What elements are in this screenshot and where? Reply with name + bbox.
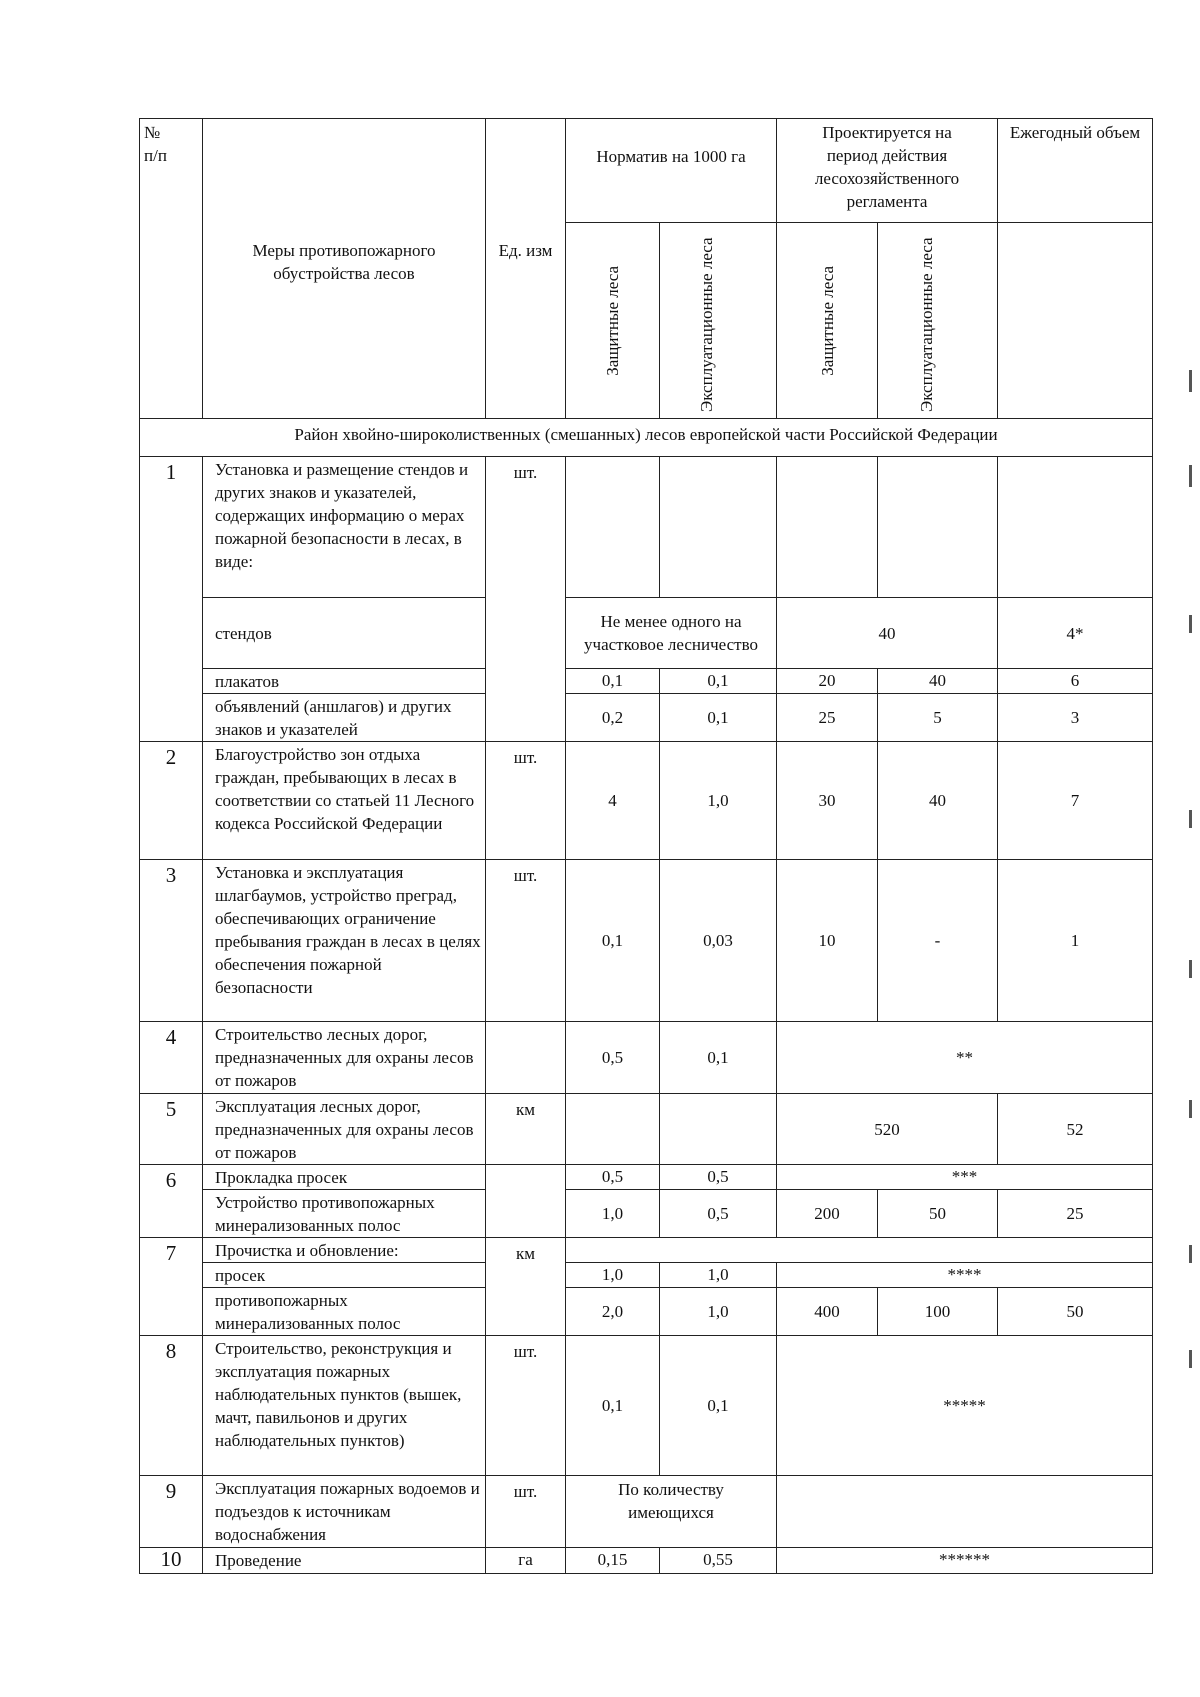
row-10-number: 10: [140, 1548, 203, 1574]
row-2-pp: 30: [777, 742, 878, 860]
region-title: Район хвойно-широколиственных (смешанных) лесов европейской части Российской Федерации: [140, 419, 1153, 457]
row-9-title: Эксплуатация пожарных водоемов и подъездов к источникам водоснабжения: [203, 1476, 486, 1548]
row-8-title: Строительство, реконструкция и эксплуатация пожарных наблюдательных пунктов (вышек, мачт, павильонов и других наблюдательных пунктов): [203, 1336, 486, 1476]
row-10-p: 0,15: [566, 1548, 660, 1574]
header-no: № п/п: [140, 119, 203, 419]
row-7-number: 7: [140, 1238, 203, 1336]
row-7-strips-pp: 400: [777, 1288, 878, 1336]
row-5-annual: 52: [998, 1094, 1153, 1165]
row-4-unit: [486, 1022, 566, 1094]
scan-artifact: [1189, 1350, 1192, 1368]
row-1-signs-pp: 25: [777, 694, 878, 742]
scan-artifact: [1189, 1245, 1192, 1263]
row-7-title: Прочистка и обновление:: [203, 1238, 486, 1263]
row-2-p: 4: [566, 742, 660, 860]
header-norm-exploitation: Эксплуатационные леса: [660, 223, 777, 419]
row-1-posters-e: 0,1: [660, 669, 777, 694]
row-4-e: 0,1: [660, 1022, 777, 1094]
row-8-p: 0,1: [566, 1336, 660, 1476]
row-1-stands-label: стендов: [203, 598, 486, 669]
scan-artifact: [1189, 615, 1192, 633]
header-unit: Ед. изм: [486, 119, 566, 419]
row-1-stands-norm: Не менее одного на участковое лесничество: [566, 598, 777, 669]
row-3-title: Установка и эксплуатация шлагбаумов, устройство преград, обеспечивающих ограничение пребывания граждан в лесах в целях обеспечения пожарной безопасности: [203, 860, 486, 1022]
row-7-strips-annual: 50: [998, 1288, 1153, 1336]
forest-fire-measures-table-page: [139, 118, 1152, 1574]
row-4-note: **: [777, 1022, 1153, 1094]
cell-empty: [660, 457, 777, 598]
header-proj-exploitation: Эксплуатационные леса: [878, 223, 998, 419]
row-1-signs-e: 0,1: [660, 694, 777, 742]
row-10-title: Проведение: [203, 1548, 486, 1574]
row-7-clearings-e: 1,0: [660, 1263, 777, 1288]
row-1-signs-pe: 5: [878, 694, 998, 742]
row-4-p: 0,5: [566, 1022, 660, 1094]
header-norm-protective: Защитные леса: [566, 223, 660, 419]
row-2-e: 1,0: [660, 742, 777, 860]
row-7-strips-label: противопожарных минерализованных полос: [203, 1288, 486, 1336]
row-2-number: 2: [140, 742, 203, 860]
row-6-strips-pe: 50: [878, 1190, 998, 1238]
row-5-number: 5: [140, 1094, 203, 1165]
cell-empty: [998, 457, 1153, 598]
row-7-strips-p: 2,0: [566, 1288, 660, 1336]
row-3-unit: шт.: [486, 860, 566, 1022]
cell-empty: [566, 1094, 660, 1165]
row-3-annual: 1: [998, 860, 1153, 1022]
row-6-strips-annual: 25: [998, 1190, 1153, 1238]
header-proj-protective: Защитные леса: [777, 223, 878, 419]
row-10-e: 0,55: [660, 1548, 777, 1574]
cell-empty: [566, 1238, 1153, 1263]
row-3-number: 3: [140, 860, 203, 1022]
row-1-number: 1: [140, 457, 203, 742]
row-1-unit: шт.: [486, 457, 566, 742]
scan-artifact: [1189, 370, 1192, 392]
row-6-strips-label: Устройство противопожарных минерализованных полос: [203, 1190, 486, 1238]
fire-measures-table: [139, 118, 1153, 1574]
row-1-posters-annual: 6: [998, 669, 1153, 694]
header-annual-empty: [998, 223, 1153, 419]
row-1-signs-p: 0,2: [566, 694, 660, 742]
row-6-number: 6: [140, 1165, 203, 1238]
row-6-clearings-e: 0,5: [660, 1165, 777, 1190]
row-6-clearings-p: 0,5: [566, 1165, 660, 1190]
row-5-unit: км: [486, 1094, 566, 1165]
scan-artifact: [1189, 810, 1192, 828]
row-3-pe: -: [878, 860, 998, 1022]
row-1-posters-pe: 40: [878, 669, 998, 694]
header-measure: Меры противопожарного обустройства лесов: [203, 119, 486, 419]
row-8-number: 8: [140, 1336, 203, 1476]
scan-artifact: [1189, 1100, 1192, 1118]
row-7-unit: км: [486, 1238, 566, 1336]
scan-artifact: [1189, 960, 1192, 978]
row-1-stands-projected: 40: [777, 598, 998, 669]
row-2-pe: 40: [878, 742, 998, 860]
header-projected: Проектируется на период действия лесохозяйственного регламента: [777, 119, 998, 223]
cell-empty: [486, 1165, 566, 1238]
row-6-strips-pp: 200: [777, 1190, 878, 1238]
row-3-e: 0,03: [660, 860, 777, 1022]
row-5-title: Эксплуатация лесных дорог, предназначенных для охраны лесов от пожаров: [203, 1094, 486, 1165]
row-5-projected: 520: [777, 1094, 998, 1165]
row-1-posters-label: плакатов: [203, 669, 486, 694]
cell-empty: [660, 1094, 777, 1165]
row-9-number: 9: [140, 1476, 203, 1548]
row-2-title: Благоустройство зон отдыха граждан, пребывающих в лесах в соответствии со статьей 11 Лесного кодекса Российской Федерации: [203, 742, 486, 860]
header-norm: Норматив на 1000 га: [566, 119, 777, 223]
row-7-strips-e: 1,0: [660, 1288, 777, 1336]
row-1-signs-label: объявлений (аншлагов) и других знаков и указателей: [203, 694, 486, 742]
cell-empty: [777, 1476, 1153, 1548]
row-10-note: ******: [777, 1548, 1153, 1574]
row-1-title: Установка и размещение стендов и других знаков и указателей, содержащих информацию о мерах пожарной безопасности в лесах, в виде:: [203, 457, 486, 598]
row-6-strips-e: 0,5: [660, 1190, 777, 1238]
row-10-unit: га: [486, 1548, 566, 1574]
row-9-unit: шт.: [486, 1476, 566, 1548]
row-3-p: 0,1: [566, 860, 660, 1022]
row-1-signs-annual: 3: [998, 694, 1153, 742]
row-1-posters-p: 0,1: [566, 669, 660, 694]
row-8-unit: шт.: [486, 1336, 566, 1476]
scan-artifact: [1189, 465, 1192, 487]
row-6-clearings-note: ***: [777, 1165, 1153, 1190]
cell-empty: [878, 457, 998, 598]
row-1-posters-pp: 20: [777, 669, 878, 694]
header-annual: Ежегодный объем: [998, 119, 1153, 223]
row-6-clearings-label: Прокладка просек: [203, 1165, 486, 1190]
row-4-number: 4: [140, 1022, 203, 1094]
cell-empty: [777, 457, 878, 598]
row-9-norm: По количеству имеющихся: [566, 1476, 777, 1548]
row-7-strips-pe: 100: [878, 1288, 998, 1336]
row-7-clearings-note: ****: [777, 1263, 1153, 1288]
row-8-note: *****: [777, 1336, 1153, 1476]
row-2-unit: шт.: [486, 742, 566, 860]
row-6-strips-p: 1,0: [566, 1190, 660, 1238]
row-4-title: Строительство лесных дорог, предназначенных для охраны лесов от пожаров: [203, 1022, 486, 1094]
cell-empty: [566, 457, 660, 598]
row-1-stands-annual: 4*: [998, 598, 1153, 669]
row-8-e: 0,1: [660, 1336, 777, 1476]
row-3-pp: 10: [777, 860, 878, 1022]
row-7-clearings-p: 1,0: [566, 1263, 660, 1288]
row-7-clearings-label: просек: [203, 1263, 486, 1288]
row-2-annual: 7: [998, 742, 1153, 860]
